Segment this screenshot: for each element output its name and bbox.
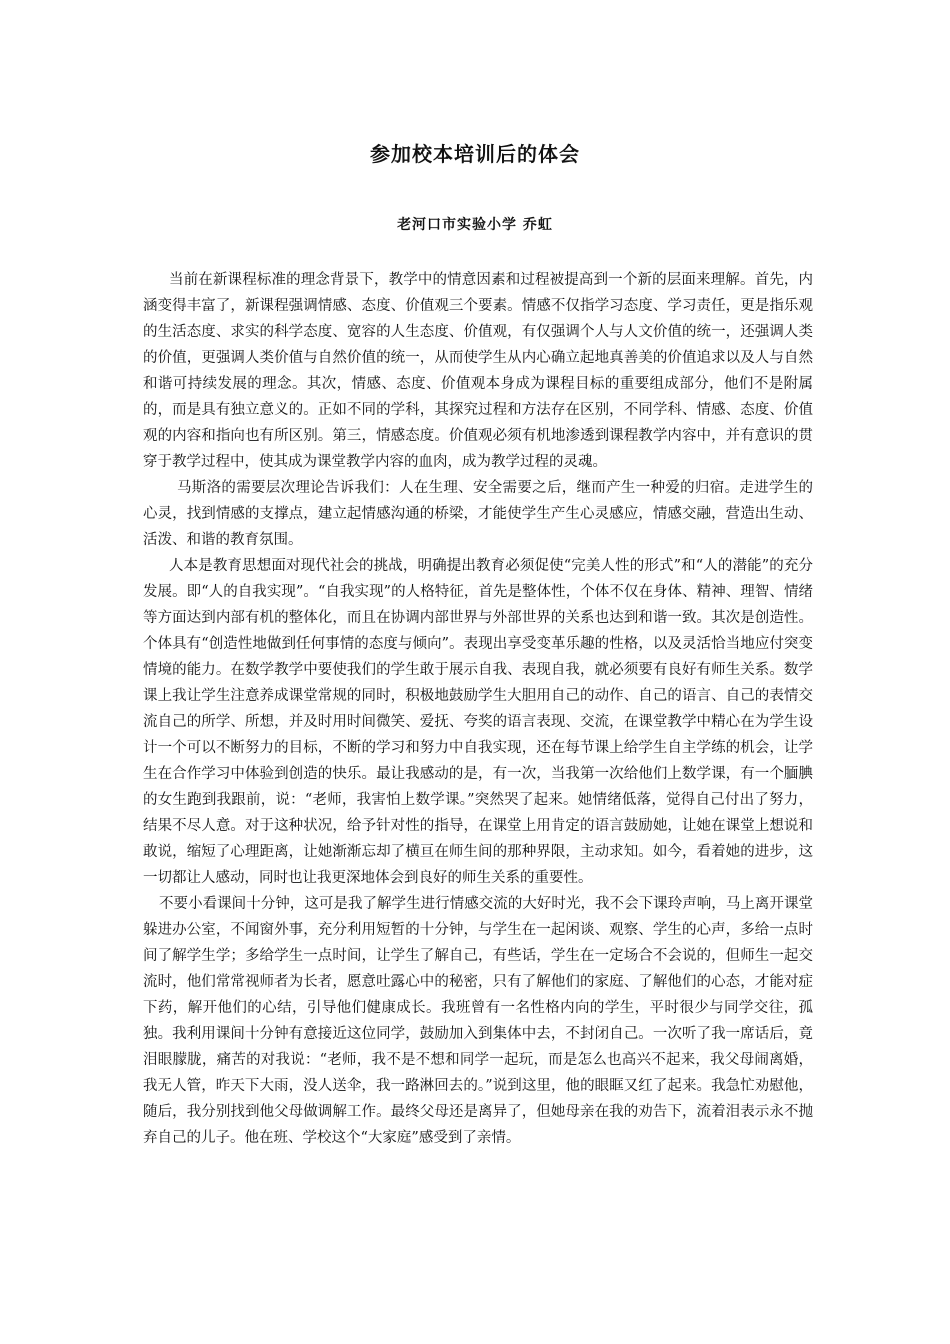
paragraph-4: 不要小看课间十分钟，这可是我了解学生进行情感交流的大好时光，我不会下课玲声响，马上离开课堂躲进办公室，不闻窗外事，充分利用短暂的十分钟，与学生在一起闲谈、观察、学生的心声，多给一点时间了解学生学；多给学生一点时间，让学生了解自己，有些话，学生在一定场合不会说的，但师生一起交流时，他们常常视师者为长者，愿意吐露心中的秘密，只有了解他们的家庭、了解他们的心态，才能对症下药，解开他们的心结，引导他们健康成长。我班曾有一名性格内向的学生，平时很少与同学交往，孤独。我利用课间十分钟有意接近这位同学，鼓励加入到集体中去，不封闭自己。一次听了我一席话后，竟泪眼朦胧，痛苦的对我说：“老师，我不是不想和同学一起玩，而是怎么也高兴不起来，我父母闹离婚，我无人管，昨天下大雨，没人送伞，我一路淋回去的。”说到这里，他的眼眶又红了起来。我急忙劝慰他，随后，我分别找到他父母做调解工作。最终父母还是离异了，但她母亲在我的劝告下，流着泪表示永不抛弃自己的儿子。他在班、学校这个“大家庭”感受到了亲情。 [143,896,813,1146]
document-body [143,267,813,1151]
document-author: 老河口市实验小学 乔虹 [397,217,553,233]
document-title: 参加校本培训后的体会 [370,142,580,166]
paragraph-3: 人本是教育思想面对现代社会的挑战，明确提出教育必须促使“完美人性的形式”和“人的潜能”的充分发展。即“人的自我实现”。“自我实现”的人格特征，首先是整体性，个体不仅在身体、精神、理智、情绪等方面达到内部有机的整体化，而且在协调内部世界与外部世界的关系也达到和谐一致。其次是创造性。个体具有“创造性地做到任何事情的态度与倾向”。表现出享受变革乐趣的性格，以及灵活恰当地应付突变情境的能力。在数学教学中要使我们的学生敢于展示自我、表现自我，就必须要有良好有师生关系。数学课上我让学生注意养成课堂常规的同时，积极地鼓励学生大胆用自己的动作、自己的语言、自己的表情交流自己的所学、所想，并及时用时间微笑、爱抚、夸奖的语言表现、交流，在课堂教学中精心在为学生设计一个可以不断努力的目标，不断的学习和努力中自我实现，还在每节课上给学生自主学练的机会，让学生在合作学习中体验到创造的快乐。最让我感动的是，有一次，当我第一次给他们上数学课，有一个腼腆的女生跑到我跟前，说：“老师，我害怕上数学课。”突然哭了起来。她情绪低落，觉得自己付出了努力，结果不尽人意。对于这种状况，给予针对性的指导，在课堂上用肯定的语言鼓励她，让她在课堂上想说和敢说，缩短了心理距离，让她渐渐忘却了横亘在师生间的那种界限，主动求知。如今，看着她的进步，这一切都让人感动，同时也让我更深地体会到良好的师生关系的重要性。 [143,558,813,886]
paragraph-2: 马斯洛的需要层次理论告诉我们：人在生理、安全需要之后，继而产生一种爱的归宿。走进学生的心灵，找到情感的支撑点，建立起情感沟通的桥梁，才能使学生产生心灵感应，情感交融，营造出生动、活泼、和谐的教育氛围。 [143,480,813,548]
paragraph-1: 当前在新课程标准的理念背景下，教学中的情意因素和过程被提高到一个新的层面来理解。首先，内涵变得丰富了，新课程强调情感、态度、价值观三个要素。情感不仅指学习态度、学习责任，更是指乐观的生活态度、求实的科学态度、宽容的人生态度、价值观，有仅强调个人与人文价值的统一，还强调人类的价值，更强调人类价值与自然价值的统一，从而使学生从内心确立起地真善美的价值追求以及人与自然和谐可持续发展的理念。其次，情感、态度、价值观本身成为课程目标的重要组成部分，他们不是附属的，而是具有独立意义的。正如不同的学科，其探究过程和方法存在区别，不同学科、情感、态度、价值观的内容和指向也有所区别。第三，情感态度。价值观必须有机地渗透到课程教学内容中，并有意识的贯穿于教学过程中，使其成为课堂教学内容的血肉，成为教学过程的灵魂。 [143,272,813,470]
